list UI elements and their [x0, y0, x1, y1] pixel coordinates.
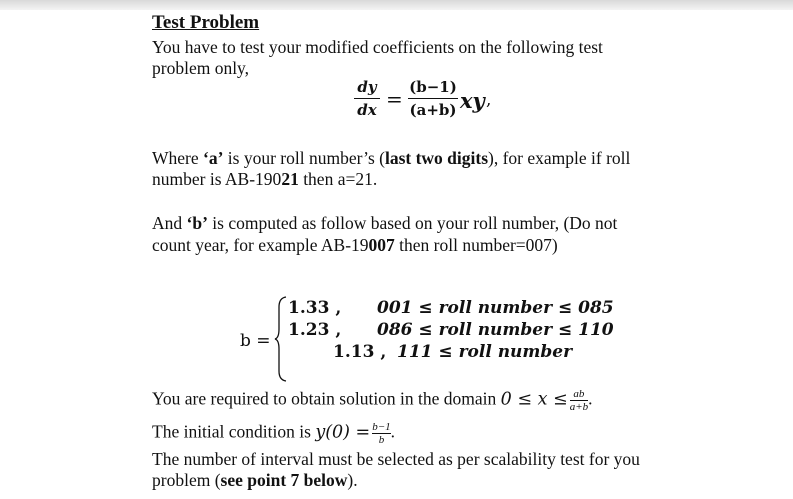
case-1-value: 1.33 ,: [288, 298, 342, 318]
piecewise-b-definition: [240, 295, 660, 385]
left-brace-icon: [274, 295, 288, 383]
intro-line-1: You have to test your modified coefficients on the following test: [152, 37, 603, 57]
initial-expression: y(0) =: [315, 422, 371, 443]
dy-dx-fraction: [354, 78, 380, 119]
rhs-fraction: [408, 78, 458, 119]
intervals-line-1: The number of interval must be selected as per scalability test for you: [152, 449, 640, 469]
case-2-value: 1.23 ,: [288, 320, 342, 340]
domain-line: You are required to obtain solution in the domain 0 ≤ x ≤ $\frac{ab}{a+b}$ .: [152, 388, 593, 413]
para-b-line-2: count year, for example AB-19007 then roll number=007): [152, 235, 558, 255]
case-3-condition: 111 ≤ roll number: [397, 342, 573, 362]
domain-expression: 0 ≤ x ≤: [500, 389, 568, 410]
intro-line-2: problem only,: [152, 58, 250, 78]
case-3-value: 1.13 ,: [333, 342, 387, 362]
differential-equation: [354, 78, 514, 128]
initial-condition-line: The initial condition is y(0) = $\frac{b-1}{b}$ .: [152, 421, 396, 446]
ab-over-a-plus-b-fraction: $\frac{ab}{a+b}$: [569, 388, 589, 413]
equals-sign: =: [386, 87, 403, 111]
dy-numerator: dy: [357, 78, 377, 96]
para-a-line-1: Where ‘a’ is your roll number’s (last two digits), for example if roll: [152, 148, 631, 168]
b-equals: b =: [240, 331, 271, 351]
para-a-line-2: number is AB-19021 then a=21.: [152, 169, 378, 189]
dx-denominator: dx: [357, 101, 377, 119]
para-b-line-1: And ‘b’ is computed as follow based on your roll number, (Do not: [152, 213, 618, 233]
case-1-condition: 001 ≤ roll number ≤ 085: [377, 298, 614, 318]
fraction-bar: [408, 98, 458, 99]
section-title: Test Problem: [152, 12, 260, 33]
ode-comma: ,: [486, 90, 492, 110]
xy-term: xy: [460, 88, 485, 113]
rhs-denominator: (a+b): [409, 101, 457, 119]
rhs-numerator: (b−1): [409, 78, 457, 96]
intervals-line-2: problem (see point 7 below).: [152, 470, 358, 490]
fraction-bar: [354, 98, 380, 99]
top-shadow-bar: [0, 0, 793, 10]
b-minus-1-over-b-fraction: $\frac{b-1}{b}$: [372, 421, 391, 446]
case-2-condition: 086 ≤ roll number ≤ 110: [377, 320, 614, 340]
